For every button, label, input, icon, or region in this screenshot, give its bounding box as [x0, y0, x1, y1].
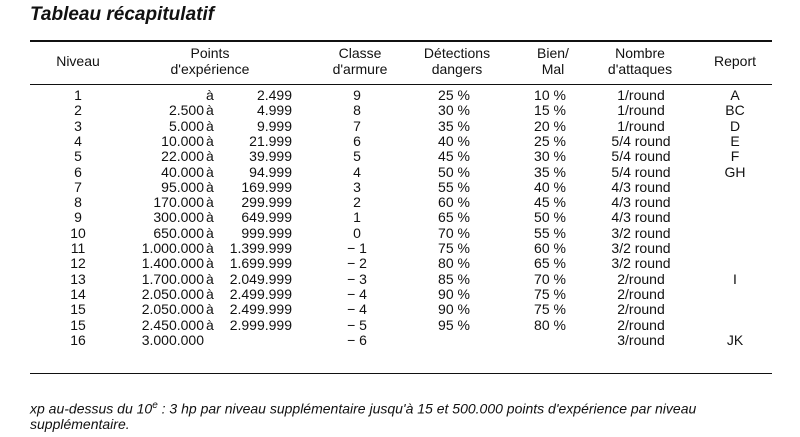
cell-attaques: 4/3 round [611, 209, 671, 226]
cell-bien-mal: 75 % [534, 301, 566, 318]
cell-detections: 95 % [438, 316, 470, 333]
cell-classe-armure: − 4 [347, 285, 367, 302]
cell-points-to: 2.499.999 [229, 301, 292, 318]
cell-detections: 35 % [438, 117, 470, 134]
cell-detections: 40 % [438, 132, 470, 149]
cell-points-to: 2.049.999 [229, 270, 292, 287]
cell-points-a: à [206, 194, 214, 211]
table-row [0, 287, 800, 302]
cell-points-from: 5.000 [168, 117, 204, 134]
header-detections [412, 45, 502, 77]
cell-niveau: 11 [70, 240, 86, 256]
footnote [30, 398, 775, 432]
header-points-line1: Points [190, 45, 230, 61]
cell-detections: 85 % [438, 270, 470, 287]
cell-points-a: à [206, 178, 214, 195]
footnote-prefix: xp au-dessus du 10 [30, 400, 153, 417]
cell-classe-armure: 6 [353, 132, 361, 149]
cell-niveau: 15 [70, 301, 86, 318]
cell-report: GH [724, 163, 746, 180]
cell-attaques: 2/round [617, 301, 665, 318]
cell-attaques: 3/2 round [611, 240, 671, 256]
cell-points-a: à [206, 240, 214, 256]
header-bien-mal [520, 45, 586, 77]
table-row [0, 195, 800, 210]
cell-points-from: 1.000.000 [141, 240, 204, 256]
cell-niveau: 13 [70, 270, 86, 287]
table-row [0, 333, 800, 348]
header-points [150, 45, 270, 77]
table-row [0, 272, 800, 287]
cell-points-from: 40.000 [161, 163, 204, 180]
cell-points-to: 649.999 [241, 209, 292, 226]
cell-points-to: 2.999.999 [229, 316, 292, 333]
cell-bien-mal: 50 % [534, 209, 566, 226]
cell-detections: 70 % [438, 224, 470, 241]
cell-report: BC [725, 102, 745, 119]
table-row [0, 119, 800, 134]
cell-attaques: 1/round [617, 117, 665, 134]
cell-report: A [730, 87, 740, 103]
cell-points-from: 1.700.000 [141, 270, 204, 287]
table-row [0, 241, 800, 256]
cell-classe-armure: 8 [353, 102, 361, 119]
cell-classe-armure: 4 [353, 163, 361, 180]
cell-detections: 30 % [438, 102, 470, 119]
cell-points-to: 999.999 [241, 224, 292, 241]
cell-points-to: 21.999 [249, 132, 292, 149]
table-row [0, 210, 800, 225]
header-attaques [590, 45, 690, 77]
header-classe-line1: Classe [338, 45, 382, 61]
header-detections-line1: Détections [423, 45, 491, 61]
cell-classe-armure: 1 [353, 209, 361, 226]
cell-bien-mal: 80 % [534, 316, 566, 333]
cell-niveau: 5 [74, 148, 82, 165]
cell-niveau: 10 [70, 224, 86, 241]
cell-niveau: 7 [74, 178, 82, 195]
top-rule [30, 40, 772, 42]
cell-detections: 90 % [438, 301, 470, 318]
cell-bien-mal: 65 % [534, 255, 566, 272]
cell-detections: 90 % [438, 285, 470, 302]
cell-points-to: 299.999 [241, 194, 292, 211]
footnote-sup: e [152, 400, 158, 411]
header-attaques-line2: d'attaques [607, 61, 673, 77]
cell-points-from: 1.400.000 [141, 255, 204, 272]
cell-bien-mal: 30 % [534, 148, 566, 165]
cell-points-to: 94.999 [249, 163, 292, 180]
cell-classe-armure: − 6 [347, 331, 367, 348]
cell-points-a: à [206, 255, 214, 272]
cell-points-from: 10.000 [161, 132, 204, 149]
table-row [0, 103, 800, 118]
cell-points-to: 2.499.999 [229, 285, 292, 302]
header-detections-line2: dangers [431, 61, 483, 77]
cell-points-from: 300.000 [153, 209, 204, 226]
cell-niveau: 1 [74, 87, 82, 103]
cell-points-to: 2.499 [256, 87, 292, 103]
cell-attaques: 5/4 round [611, 163, 671, 180]
cell-bien-mal: 60 % [534, 240, 566, 256]
cell-classe-armure: 7 [353, 117, 361, 134]
cell-report: E [730, 132, 740, 149]
cell-detections: 50 % [438, 163, 470, 180]
cell-bien-mal: 20 % [534, 117, 566, 134]
cell-report: F [730, 148, 740, 165]
cell-detections: 65 % [438, 209, 470, 226]
cell-points-a: à [206, 102, 214, 119]
header-classe [315, 45, 405, 77]
cell-points-from: 3.000.000 [141, 331, 204, 348]
cell-classe-armure: 3 [353, 178, 361, 195]
cell-classe-armure: 5 [353, 148, 361, 165]
header-rule [30, 84, 772, 85]
cell-niveau: 8 [74, 194, 82, 211]
cell-bien-mal: 45 % [534, 194, 566, 211]
cell-points-a: à [206, 316, 214, 333]
cell-report: I [733, 270, 737, 287]
cell-classe-armure: 0 [353, 224, 361, 241]
cell-points-to: 169.999 [241, 178, 292, 195]
cell-points-a: à [206, 163, 214, 180]
cell-points-a: à [206, 117, 214, 134]
header-points-line2: d'expérience [170, 61, 250, 77]
cell-niveau: 15 [70, 316, 86, 333]
cell-niveau: 14 [70, 285, 86, 302]
cell-bien-mal: 70 % [534, 270, 566, 287]
cell-attaques: 3/2 round [611, 224, 671, 241]
cell-points-a: à [206, 270, 214, 287]
cell-attaques: 5/4 round [611, 132, 671, 149]
cell-points-a: à [206, 87, 214, 103]
cell-classe-armure: − 2 [347, 255, 367, 272]
cell-points-from: 2.050.000 [141, 301, 204, 318]
table-row [0, 302, 800, 317]
cell-niveau: 12 [70, 255, 86, 272]
cell-classe-armure: − 1 [347, 240, 367, 256]
cell-points-from: 170.000 [153, 194, 204, 211]
cell-points-a: à [206, 285, 214, 302]
cell-points-from: 2.050.000 [141, 285, 204, 302]
table-row [0, 226, 800, 241]
table-row [0, 180, 800, 195]
cell-niveau: 4 [74, 132, 82, 149]
cell-points-to: 39.999 [249, 148, 292, 165]
cell-points-a: à [206, 209, 214, 226]
header-niveau: Niveau [56, 53, 100, 69]
cell-attaques: 2/round [617, 285, 665, 302]
table-row [0, 149, 800, 164]
cell-detections: 75 % [438, 240, 470, 256]
cell-points-to: 4.999 [256, 102, 292, 119]
cell-attaques: 3/round [617, 331, 665, 348]
cell-bien-mal: 55 % [534, 224, 566, 241]
cell-points-to: 1.699.999 [229, 255, 292, 272]
header-classe-line2: d'armure [332, 61, 388, 77]
table-row [0, 134, 800, 149]
cell-classe-armure: 9 [353, 87, 361, 103]
cell-classe-armure: − 5 [347, 316, 367, 333]
cell-points-a: à [206, 148, 214, 165]
cell-attaques: 3/2 round [611, 255, 671, 272]
cell-bien-mal: 10 % [534, 87, 566, 103]
cell-attaques: 2/round [617, 316, 665, 333]
cell-points-from: 95.000 [161, 178, 204, 195]
cell-points-a: à [206, 301, 214, 318]
cell-detections: 45 % [438, 148, 470, 165]
table-row [0, 318, 800, 333]
cell-bien-mal: 15 % [534, 102, 566, 119]
cell-report: D [729, 117, 741, 134]
cell-points-to: 9.999 [256, 117, 292, 134]
footnote-rest: : 3 hp par niveau supplémentaire jusqu'à 15 et 500.000 points d'expérience par niveau supplémentaire. [30, 400, 697, 432]
cell-attaques: 4/3 round [611, 194, 671, 211]
cell-detections: 25 % [438, 87, 470, 103]
cell-classe-armure: − 4 [347, 301, 367, 318]
header-attaques-line1: Nombre [615, 45, 665, 61]
cell-attaques: 1/round [617, 87, 665, 103]
cell-points-from: 2.500 [168, 102, 204, 119]
table-row [0, 256, 800, 271]
header-bien-mal-line2: Mal [541, 61, 565, 77]
cell-niveau: 9 [74, 209, 82, 226]
cell-points-from: 650.000 [153, 224, 204, 241]
cell-attaques: 2/round [617, 270, 665, 287]
cell-points-from: 2.450.000 [141, 316, 204, 333]
header-bien-mal-line1: Bien/ [537, 45, 569, 61]
cell-niveau: 2 [74, 102, 82, 119]
cell-detections: 55 % [438, 178, 470, 195]
cell-niveau: 16 [70, 331, 86, 348]
cell-report: JK [726, 331, 744, 348]
cell-bien-mal: 75 % [534, 285, 566, 302]
cell-bien-mal: 25 % [534, 132, 566, 149]
bottom-rule [30, 373, 772, 374]
cell-bien-mal: 35 % [534, 163, 566, 180]
cell-niveau: 6 [74, 163, 82, 180]
cell-points-from: 22.000 [161, 148, 204, 165]
cell-attaques: 4/3 round [611, 178, 671, 195]
cell-bien-mal: 40 % [534, 178, 566, 195]
table-row [0, 165, 800, 180]
cell-points-a: à [206, 132, 214, 149]
cell-points-a: à [206, 224, 214, 241]
cell-points-to: 1.399.999 [229, 240, 292, 256]
cell-attaques: 5/4 round [611, 148, 671, 165]
header-report: Report [713, 53, 757, 69]
cell-detections: 60 % [438, 194, 470, 211]
cell-detections: 80 % [438, 255, 470, 272]
cell-attaques: 1/round [617, 102, 665, 119]
cell-classe-armure: − 3 [347, 270, 367, 287]
table-row [0, 88, 800, 103]
cell-classe-armure: 2 [353, 194, 361, 211]
table-title: Tableau récapitulatif [30, 4, 215, 25]
cell-niveau: 3 [74, 117, 82, 134]
